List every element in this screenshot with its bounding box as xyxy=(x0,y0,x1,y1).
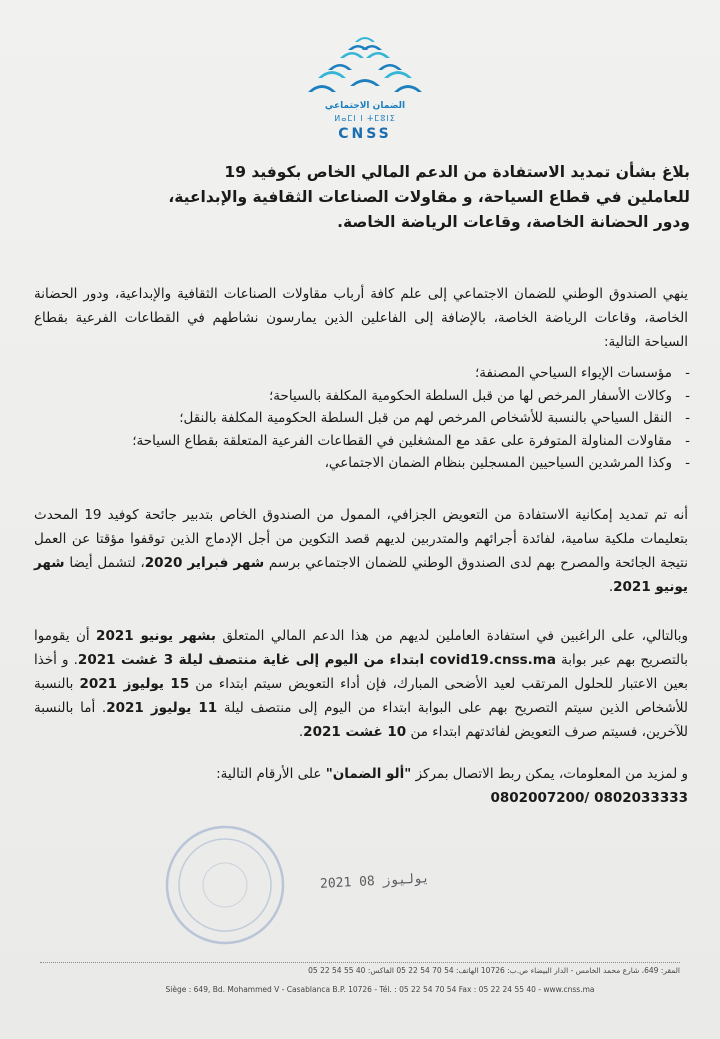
p2-text: . xyxy=(608,579,614,595)
document-title xyxy=(150,160,690,235)
p2-text: ، لتشمل أيضا xyxy=(64,555,145,571)
intro-paragraph: ينهي الصندوق الوطني للضمان الاجتماعي إلى علم كافة أرباب مقاولات الصناعات الثقافية والإبداعية، ودور الحضانة الخاصة، وقاعات الرياضة الخاصة، بالإضافة إلى الفاعلين الذين يمارسون نشاطهم في القطاعات الفرعية بقطاع السياحة التالية: xyxy=(34,286,688,350)
declaration-paragraph xyxy=(34,624,688,744)
extension-paragraph xyxy=(34,503,688,599)
official-stamp xyxy=(160,820,290,950)
stamp-date: 2021 يوليوز 08 xyxy=(319,871,430,892)
p2-bold-date: شهر يونيو 2021 xyxy=(34,555,688,595)
p3-bold: بشهر يونيو 2021 xyxy=(96,628,216,644)
cnss-arches-icon xyxy=(300,34,430,104)
p3-text: بالنسبة للأشخاص الذين سيتم التصريح بهم على البوابة ابتداء من اليوم إلى منتصف ليلة xyxy=(34,676,688,716)
list-item: - وكذا المرشدين السياحيين المسجلين بنظام الضمان الاجتماعي، xyxy=(160,452,690,475)
title-line-3: ودور الحضانة الخاصة، وقاعات الرياضة الخاصة. xyxy=(337,213,690,231)
p3-text: أن يقوموا بالتصريح بهم عبر بوابة xyxy=(34,628,689,668)
list-item: - مقاولات المناولة المتوفرة على عقد مع المشغلين في القطاعات الفرعية المتعلقة بقطاع السياحة؛ xyxy=(160,430,690,453)
p3-bold: 15 يوليوز 2021 xyxy=(79,676,190,692)
contact-paragraph xyxy=(34,762,688,810)
p3-text: . xyxy=(298,724,304,740)
list-item: - مؤسسات الإيواء السياحي المصنفة؛ xyxy=(160,362,690,385)
logo-arabic-text: الضمان الاجتماعي xyxy=(324,101,406,111)
list-item: - النقل السياحي بالنسبة للأشخاص المرخص لهم من قبل السلطة الحكومية المكلفة بالنقل؛ xyxy=(160,407,690,430)
p3-text: وبالتالي، على الراغبين في استفادة العاملين لديهم من هذا الدعم المالي المتعلق xyxy=(216,628,689,644)
p4-text: على الأرقام التالية: xyxy=(216,766,326,782)
p3-text: . و أخذا بعين الاعتبار للحلول المرتقب لعيد الأضحى المبارك، فإن أداء التعويض سيتم ابتداء من xyxy=(34,652,688,692)
title-line-2: للعاملين في قطاع السياحة، و مقاولات الصناعات الثقافية والإبداعية، xyxy=(168,188,690,206)
title-line-1: بلاغ بشأن تمديد الاستفادة من الدعم المالي الخاص بكوفيد 19 xyxy=(224,163,690,181)
phone-numbers: 0802007200/ 0802033333 xyxy=(490,790,688,806)
p2-bold-date: شهر فبراير 2020 xyxy=(144,555,265,571)
p2-text: أنه تم تمديد إمكانية الاستفادة من التعويض الجزافي، الممول من الصندوق الخاص بتدبير جائحة كوفيد 19 المحدث بتعليمات ملكية سامية، لفائدة أجرائهم والمتدربين لديهم قصد التكوين من أجل الإدماج الذين توقفوا مؤقتا عن العمل نتيجة الجائحة والمصرح بهم لدى الصندوق الوطني للضمان الاجتماعي برسم xyxy=(34,507,688,571)
p3-bold: 11 يوليوز 2021 xyxy=(106,700,218,716)
logo-acronym: CNSS xyxy=(338,126,392,142)
p4-text: و لمزيد من المعلومات، يمكن ربط الاتصال بمركز xyxy=(411,766,688,782)
sector-list xyxy=(132,362,690,475)
portal-link[interactable]: covid19.cnss.ma xyxy=(429,652,556,668)
p3-text: . أما بالنسبة للآخرين، فسيتم صرف التعويض لفائدتهم ابتداء من xyxy=(34,700,688,740)
footer-arabic-address: المقر: 649، شارع محمد الخامس - الدار البيضاء ص.ب: 10726 الهاتف: 54 70 54 22 05 الفاكس: 40 55 54 22 05 xyxy=(308,966,680,975)
footer-divider xyxy=(40,962,680,963)
p3-bold: 10 غشت 2021 xyxy=(303,724,407,740)
p3-bold: ابتداء من اليوم إلى غاية منتصف ليلة 3 غشت 2021 xyxy=(77,652,430,668)
allo-damane-name: "ألو الضمان" xyxy=(325,766,412,782)
footer-french-address: Siège : 649, Bd. Mohammed V - Casablanca B.P. 10726 - Tél. : 05 22 54 70 54 Fax : 05 22 24 55 40 - www.cnss.ma xyxy=(165,985,595,994)
stamp-seal-icon xyxy=(160,820,290,950)
list-item: - وكالات الأسفار المرخص لها من قبل السلطة الحكومية المكلفة بالسياحة؛ xyxy=(160,385,690,408)
logo-tifinagh-text: ⵍⴰⵎⵏ ⵏ ⵜⵎⵓⵏⵉ xyxy=(334,114,396,123)
